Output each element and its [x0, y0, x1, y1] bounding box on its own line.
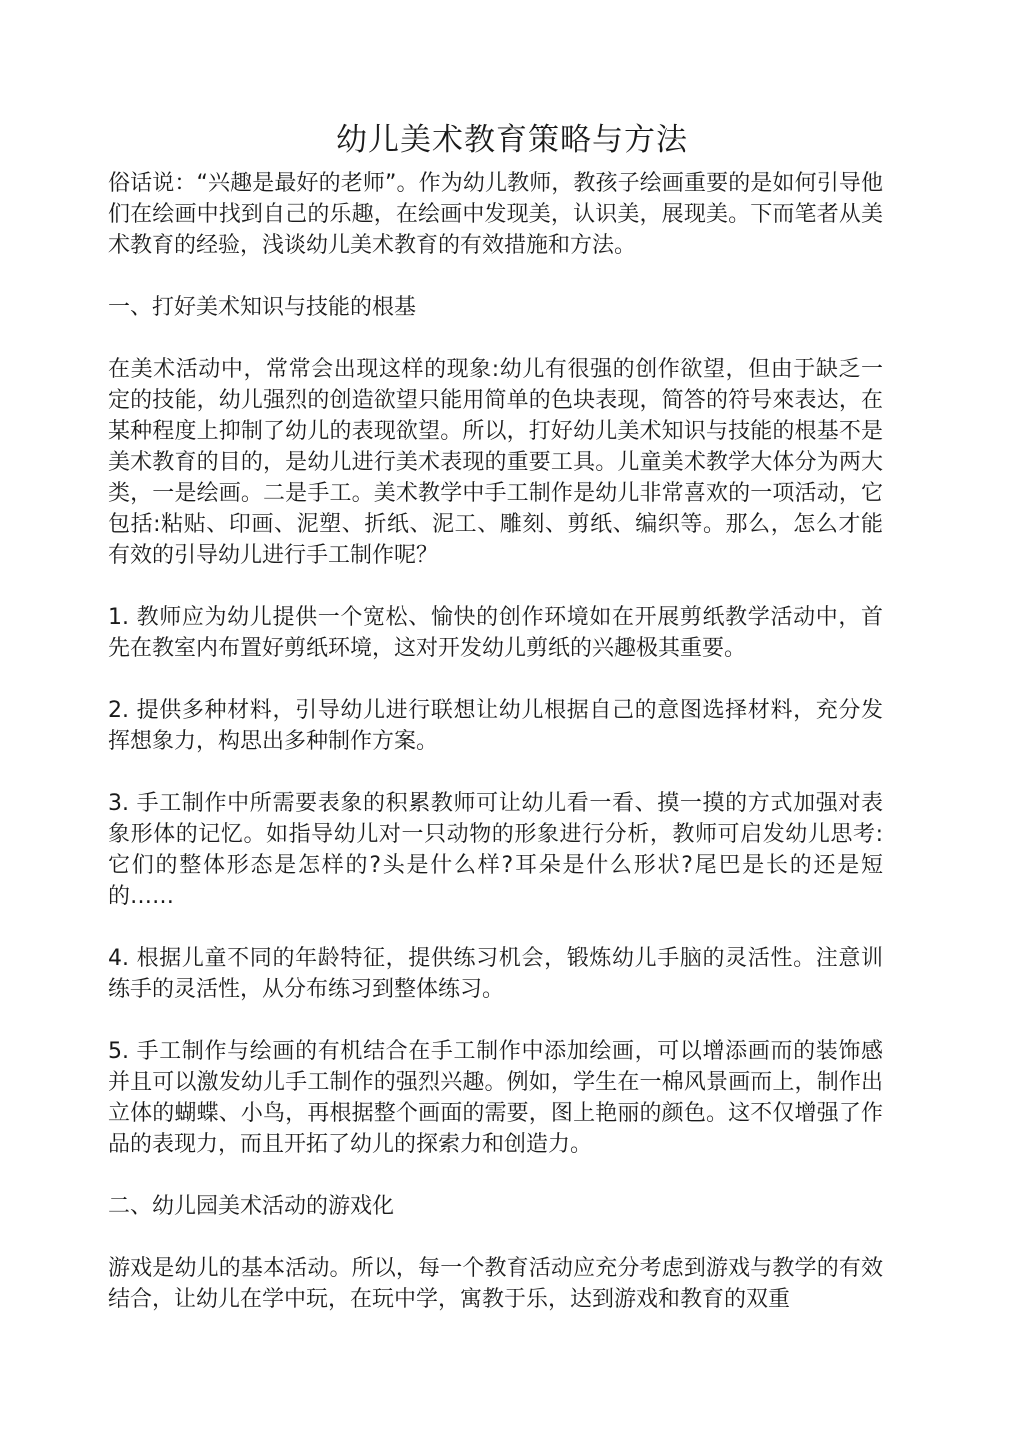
document-body	[108, 168, 883, 1315]
section-1-paragraph: 在美术活动中，常常会出现这样的现象:幼儿有很强的创作欲望，但由于缺乏一定的技能，幼儿强烈的创造欲望只能用简单的色块表现，简答的符号來表达，在某种程度上抑制了幼儿的表现欲望。所以，打好幼儿美术知识与技能的根基不是美术教育的目的，是幼儿进行美术表现的重要工具。儿童美术教学大体分为两大类，一是绘画。二是手工。美术教学中手工制作是幼儿非常喜欢的一项活动，它包括:粘贴、印画、泥塑、折纸、泥工、雕刻、剪纸、编织等。那么，怎么才能有效的引导幼儿进行手工制作呢？	[108, 357, 883, 568]
section-heading-1: 一、打好美术知识与技能的根基	[108, 295, 417, 320]
section-2-paragraph: 游戏是幼儿的基本活动。所以，每一个教育活动应充分考虑到游戏与教学的有效结合，让幼儿在学中玩，在玩中学，寓教于乐，达到游戏和教育的双重	[108, 1256, 883, 1312]
list-item-1: 1. 教师应为幼儿提供一个宽松、愉快的创作环境如在开展剪纸教学活动中，首先在教室内布置好剪纸环境，这对开发幼儿剪纸的兴趣极其重要。	[108, 605, 883, 661]
list-item-2: 2. 提供多种材料，引导幼儿进行联想让幼儿根据自己的意图选择材料，充分发挥想象力，构思出多种制作方案。	[108, 698, 883, 754]
section-heading-2: 二、幼儿园美术活动的游戏化	[108, 1194, 395, 1219]
list-item-4: 4. 根据儿童不同的年龄特征，提供练习机会，锻炼幼儿手脑的灵活性。注意训练手的灵活性，从分布练习到整体练习。	[108, 946, 883, 1002]
intro-paragraph: 俗话说：“兴趣是最好的老师”。作为幼儿教师，教孩子绘画重要的是如何引导他们在绘画中找到自己的乐趣，在绘画中发现美，认识美，展现美。下而笔者从美术教育的经验，浅谈幼儿美术教育的有效措施和方法。	[108, 171, 883, 258]
list-item-3: 3. 手工制作中所需要表象的积累教师可让幼儿看一看、摸一摸的方式加强对表象形体的记忆。如指导幼儿对一只动物的形象进行分析，教师可启发幼儿思考:它们的整体形态是怎样的?头是什么样?耳朵是什么形状?尾巴是长的还是短的……	[108, 791, 883, 909]
document-title: 幼儿美术教育策略与方法	[336, 122, 688, 158]
list-item-5: 5. 手工制作与绘画的有机结合在手工制作中添加绘画，可以增添画而的装饰感并且可以激发幼儿手工制作的强烈兴趣。例如，学生在一棉风景画而上，制作出立体的蝴蝶、小鸟，再根据整个画面的需要，图上艳丽的颜色。这不仅增强了作品的表现力，而且开拓了幼儿的探索力和创造力。	[108, 1039, 883, 1157]
